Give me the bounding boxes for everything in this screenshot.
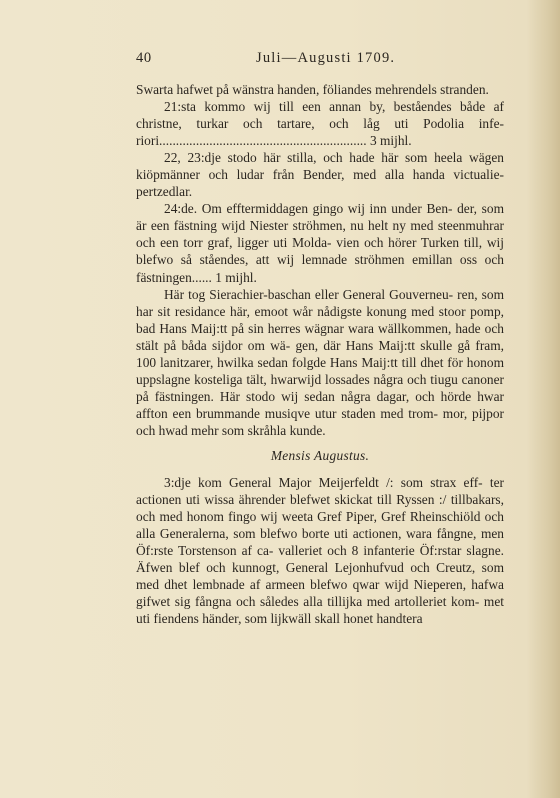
paragraph: 21:sta kommo wij till een annan by, beståendes både af christne, turkar och tartare, och låg uti Podolia infe- riori.............................................................. 3 mijhl. bbox=[136, 99, 504, 149]
section-title: Mensis Augustus. bbox=[270, 447, 370, 463]
body-text bbox=[136, 81, 504, 627]
paragraph: 3:dje kom General Major Meijerfeldt /: som strax eff- ter actionen uti wissa ährender blefwet skickat till Ryssen :/ tillbakars, och med honom fingo wij weeta Gref Piper, Gref Rheinschiöld och alla Generalerna, som blefwo borte uti actionen, wara fångne, men Öf:rste Torstenson af ca- valleriet och 8 infanterie Öf:rstar slagne. Äfwen blef och kunnogt, General Lejonhufvud och Creutz, som med dhet lembnade af armeen blefwo qwar wijd Nieperen, hafwa gifwet sig fångna och således alla tillijka med artolleriet kom- met uti fiendens händer, som lijkwäll skall honet handtera bbox=[136, 475, 504, 627]
paragraph: Swarta hafwet på wänstra handen, föliandes mehrendels stranden. bbox=[136, 82, 489, 97]
paragraphs-before-section bbox=[136, 81, 504, 439]
paragraph: 24:de. Om efftermiddagen gingo wij inn under Ben- der, som är een fästning wijd Niester ströhmen, nu helt ny med steenmuhrar och een torr graf, ligger uti Molda- vien och hörer Turken till, wij blefwo så ståendes, att wij lemnade ströhmen emillan oss och fästningen...... 1 mijhl. bbox=[136, 201, 504, 285]
page-header bbox=[136, 50, 506, 70]
paragraph: Här tog Sierachier-baschan eller General Gouverneu- ren, som har sit residance här, emoot wår nådigste konung med stoor pomp, bad Hans Maij:tt på sin herres wägnar wara wällkommen, hade och stält på båda sijdor om wä- gen, där Hans Maij:tt skulle gå fram, 100 lanitzarer, hwilka sedan folgde Hans Maij:tt till dhet för honom uppslagne kosteliga tält, hwarwijd lossades några och tiugu canoner på fästningen. Här stodo wij sedan några dagar, och hörde hwar affton een brummande musiqve utur staden med trom- mor, pijpor och hwad mehr som skråhla kunde. bbox=[136, 286, 504, 438]
page-number: 40 bbox=[136, 50, 152, 66]
paragraphs-after-section bbox=[136, 474, 504, 627]
running-head: Juli—Augusti 1709. bbox=[256, 50, 396, 66]
paragraph: 22, 23:dje stodo här stilla, och hade här som heela wägen kiöpmänner och ludar från Bender, med alla handa victualie-pertzedlar. bbox=[136, 150, 504, 200]
